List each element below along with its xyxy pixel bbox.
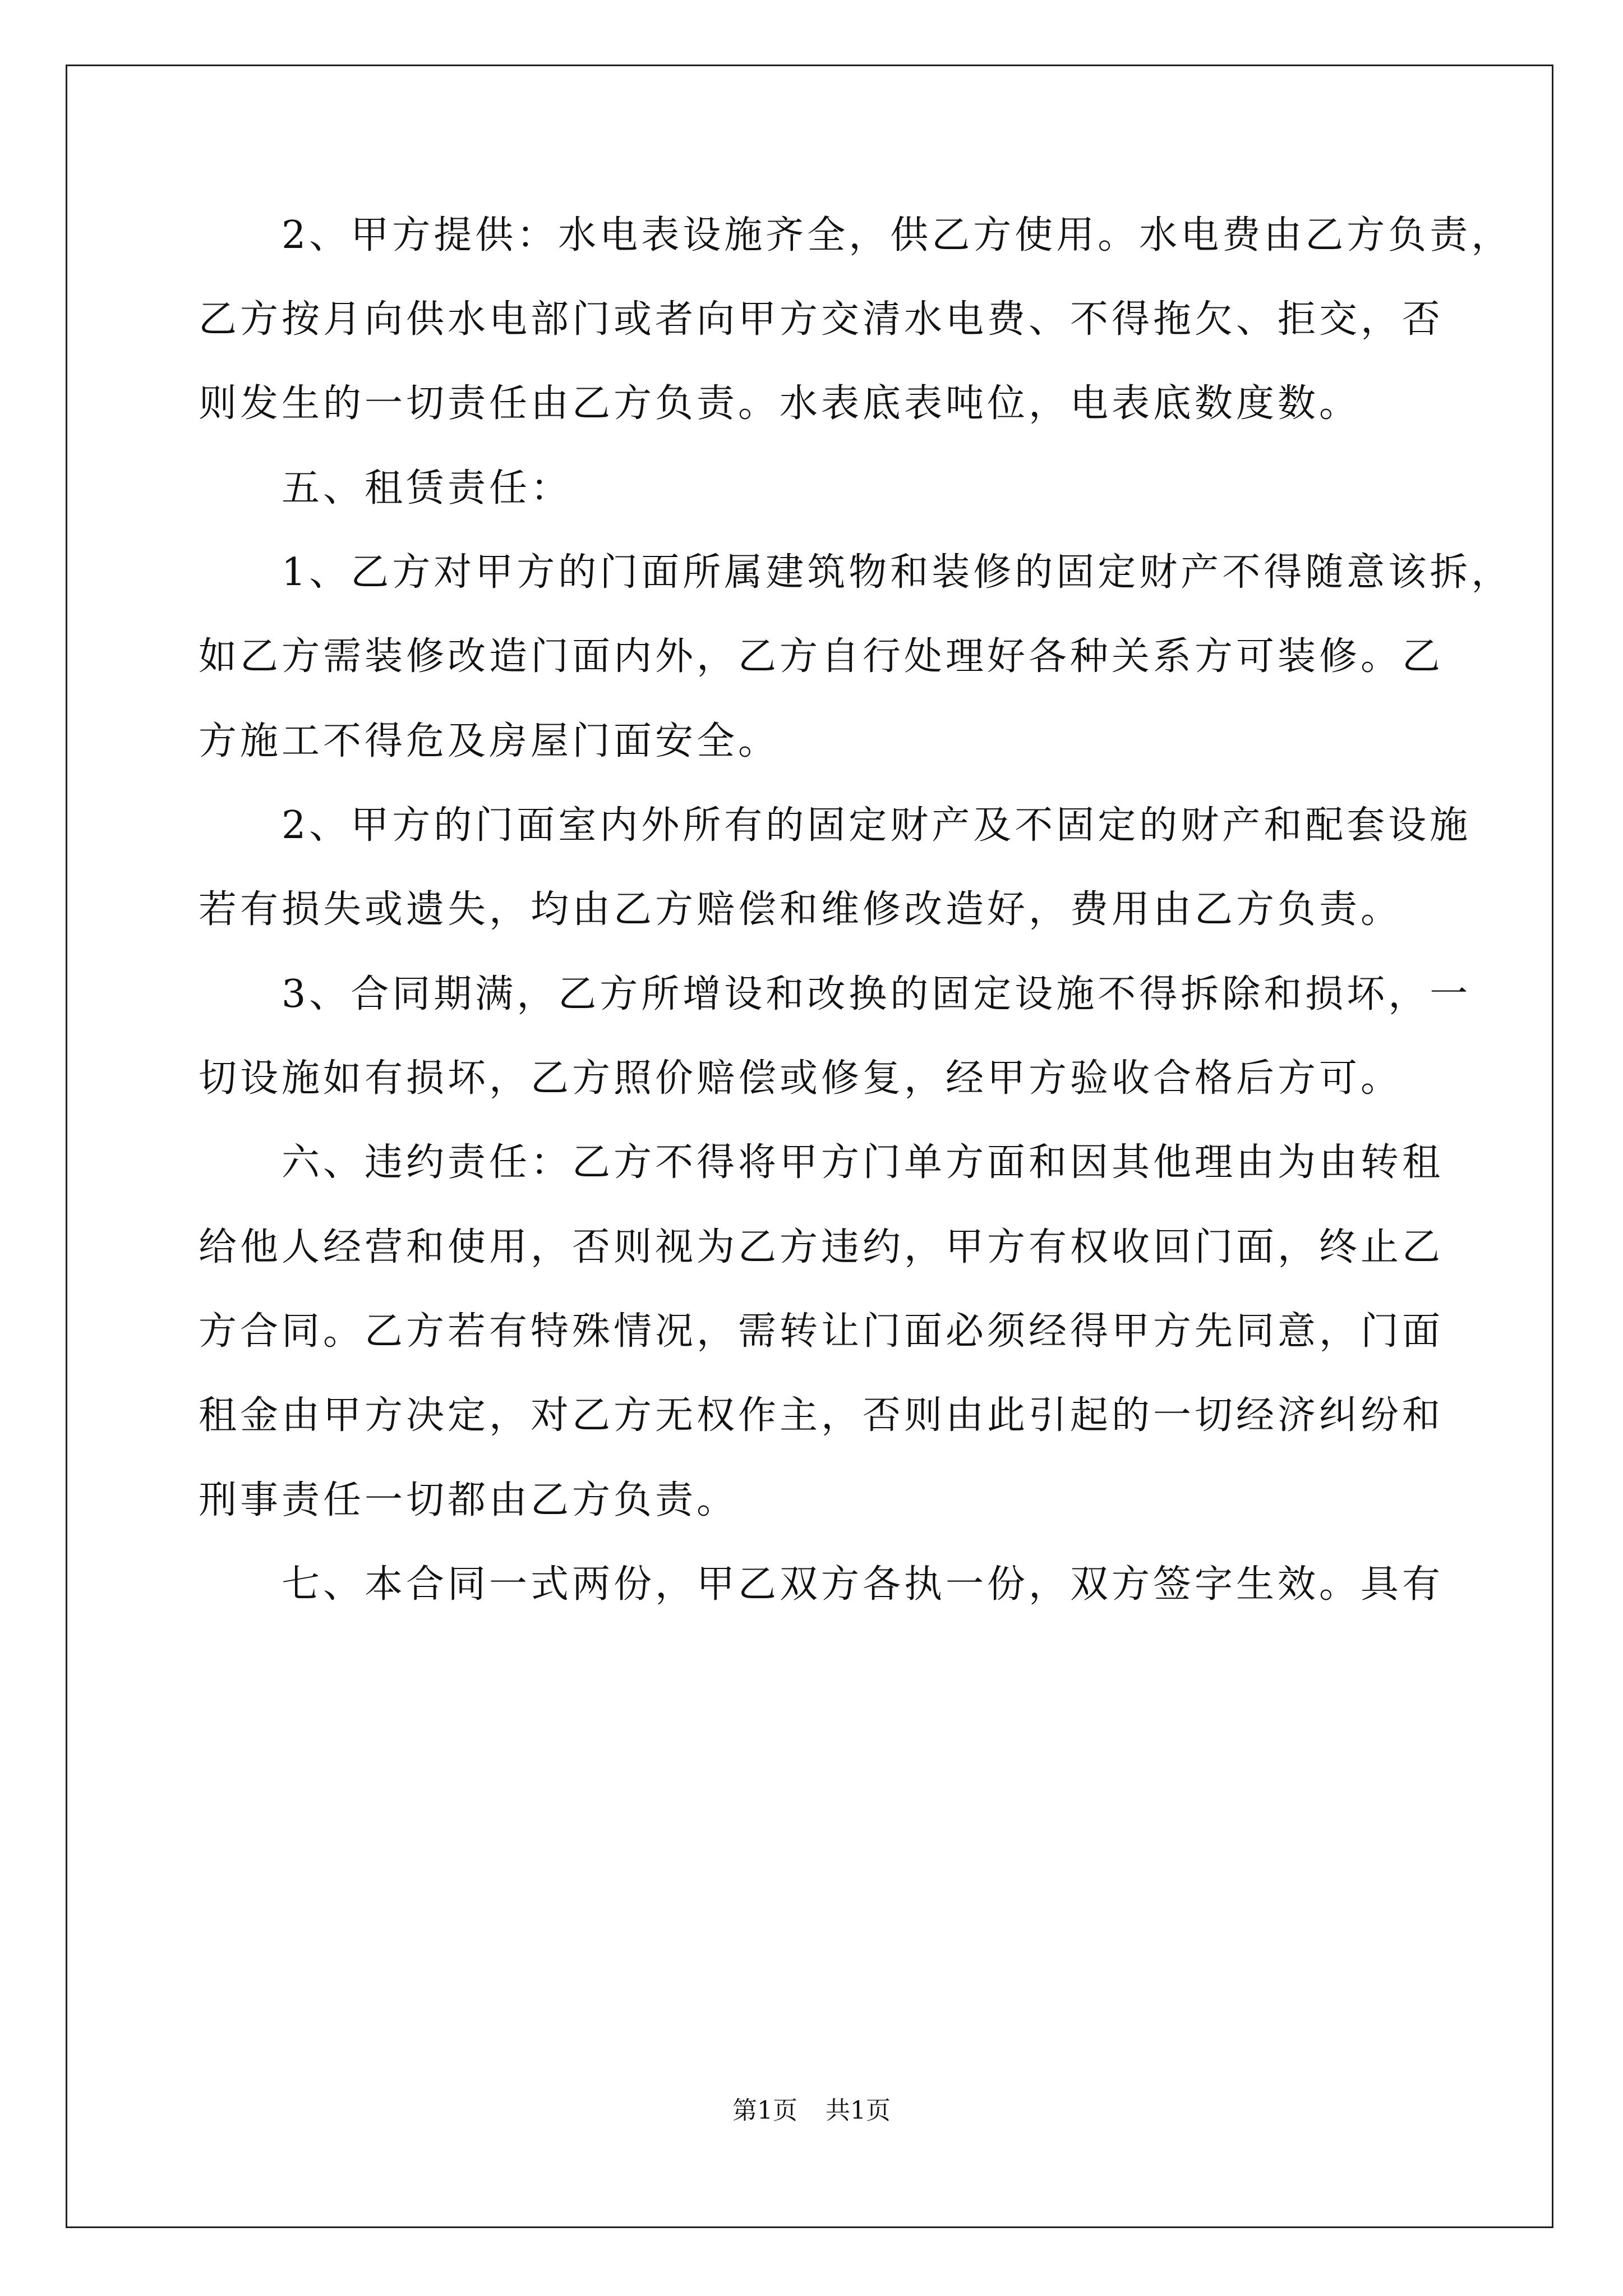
page-footer: [0, 2095, 1623, 2127]
body-line: 3、合同期满，乙方所增设和改换的固定设施不得拆除和损坏，一: [282, 972, 1472, 1016]
page-number-current: 第1页: [732, 2096, 797, 2125]
body-line: 租金由甲方决定，对乙方无权作主，否则由此引起的一切经济纠纷和: [199, 1393, 1444, 1438]
body-line: 则发生的一切责任由乙方负责。水表底表吨位，电表底数度数。: [199, 381, 1361, 426]
body-line: 切设施如有损坏，乙方照价赔偿或修复，经甲方验收合格后方可。: [199, 1056, 1403, 1101]
page-number-total: 共1页: [826, 2096, 891, 2125]
body-line: 1、乙方对甲方的门面所属建筑物和装修的固定财产不得随意该拆，: [282, 550, 1513, 595]
body-line: 2、甲方的门面室内外所有的固定财产及不固定的财产和配套设施: [282, 803, 1472, 848]
body-line: 给他人经营和使用，否则视为乙方违约，甲方有权收回门面，终止乙: [199, 1225, 1444, 1269]
body-line: 六、违约责任：乙方不得将甲方门单方面和因其他理由为由转租: [282, 1140, 1444, 1185]
body-line: 乙方按月向供水电部门或者向甲方交清水电费、不得拖欠、拒交，否: [199, 297, 1444, 342]
body-line: 七、本合同一式两份，甲乙双方各执一份，双方签字生效。具有: [282, 1562, 1444, 1607]
body-line: 刑事责任一切都由乙方负责。: [199, 1478, 739, 1522]
body-line: 方合同。乙方若有特殊情况，需转让门面必须经得甲方先同意，门面: [199, 1309, 1444, 1354]
section-heading: 五、租赁责任：: [282, 466, 573, 510]
body-line: 方施工不得危及房屋门面安全。: [199, 719, 780, 763]
body-line: 若有损失或遗失，均由乙方赔偿和维修改造好，费用由乙方负责。: [199, 887, 1403, 932]
body-line: 如乙方需装修改造门面内外，乙方自行处理好各种关系方可装修。乙: [199, 634, 1444, 679]
body-line: 2、甲方提供：水电表设施齐全，供乙方使用。水电费由乙方负责，: [282, 213, 1513, 257]
